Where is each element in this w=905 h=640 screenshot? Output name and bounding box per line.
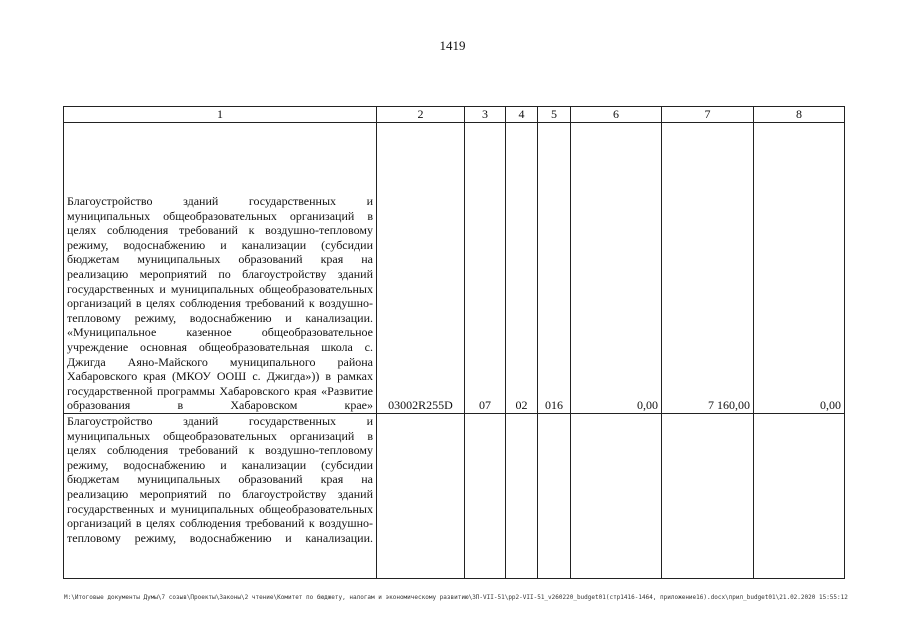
column-header-2: 2 [377, 107, 465, 123]
amount-col7: 7 160,00 [662, 123, 754, 414]
target-article-code: 03002R255D [377, 123, 465, 414]
table-row [64, 414, 845, 579]
section-code [465, 414, 506, 579]
column-header-7: 7 [662, 107, 754, 123]
column-header-4: 4 [506, 107, 538, 123]
budget-table [63, 106, 845, 579]
row-description: Благоустройство зданий государственных и муниципальных общеобразовательных организаций в целях соблюдения требований к воздушно-тепловому режиму, водоснабжению и канализации (субсидии бюджетам муниципальных образований края на реализацию мероприятий по благоустройству зданий государственных и муниципальных общеобразовательных организаций в целях соблюдения требований к воздушно-тепловому режиму, водоснабжению и канализации. «Муниципальное казенное общеобразовательное учреждение основная общеобразовательная школа с. Джигда Аяно-Майского муниципального района Хабаровского края (МКОУ ООШ с. Джигда»)) в рамках государственной программы Хабаровского края «Развитие образования в Хабаровском крае» [64, 123, 377, 414]
ministry-code: 016 [538, 123, 571, 414]
column-header-1: 1 [64, 107, 377, 123]
amount-col7 [662, 414, 754, 579]
page-number: 1419 [439, 38, 466, 53]
section-code: 07 [465, 123, 506, 414]
column-header-3: 3 [465, 107, 506, 123]
target-article-code [377, 414, 465, 579]
subsection-code [506, 414, 538, 579]
amount-col6: 0,00 [571, 123, 662, 414]
table-header-row [64, 107, 845, 123]
column-header-8: 8 [754, 107, 845, 123]
table-row [64, 123, 845, 414]
footer-file-path: M:\Итоговые документы Думы\7 созыв\Проекты\Законы\2 чтение\Комитет по бюджету, налогам и экономическому развитию\ЗП-VII-51\pp2-VII-51_v260220_budget01(стр1416-1464, приложение16).docx\прил_budget01\21.02.2020 15:55:12 [64, 594, 848, 601]
amount-col8 [754, 414, 845, 579]
subsection-code: 02 [506, 123, 538, 414]
row-description: Благоустройство зданий государственных и муниципальных общеобразовательных организаций в целях соблюдения требований к воздушно-тепловому режиму, водоснабжению и канализации (субсидии бюджетам муниципальных образований края на реализацию мероприятий по благоустройству зданий государственных и муниципальных общеобразовательных организаций в целях соблюдения требований к воздушно-тепловому режиму, водоснабжению и канализации. [64, 414, 377, 579]
ministry-code [538, 414, 571, 579]
amount-col8: 0,00 [754, 123, 845, 414]
column-header-5: 5 [538, 107, 571, 123]
amount-col6 [571, 414, 662, 579]
column-header-6: 6 [571, 107, 662, 123]
